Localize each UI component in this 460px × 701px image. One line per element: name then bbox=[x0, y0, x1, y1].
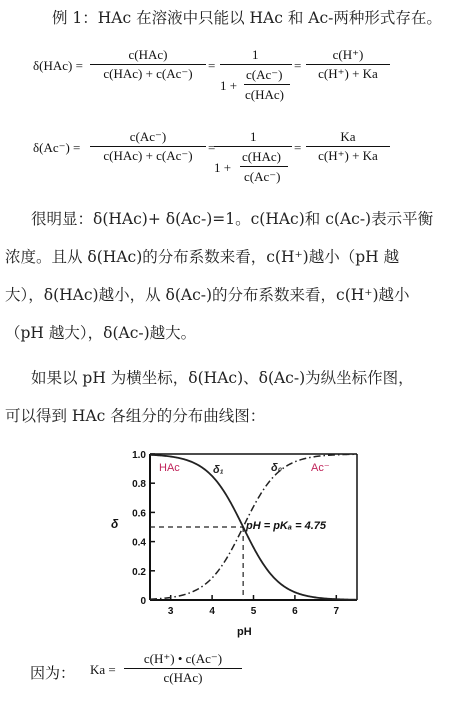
eq1-f1-denominator: c(HAc) + c(Ac⁻) bbox=[103, 66, 193, 81]
eq1-f2-inner-denominator: c(HAc) bbox=[245, 87, 284, 102]
series-ac-curve-label: δ₀ bbox=[271, 462, 283, 474]
eq2-f2-inner-denominator: c(Ac⁻) bbox=[244, 169, 281, 184]
intro-text: 例 1：HAc 在溶液中只能以 HAc 和 Ac-两种形式存在。 bbox=[52, 9, 442, 27]
eq2-equals-b: = bbox=[294, 140, 302, 155]
final-prefix: 因为： bbox=[30, 664, 76, 682]
eq2-fraction-1 bbox=[90, 129, 206, 164]
eq2-f1-numerator: c(Ac⁻) bbox=[129, 129, 167, 144]
x-tick-label: 5 bbox=[250, 606, 257, 617]
y-tick-label: 0.2 bbox=[132, 566, 146, 578]
eq1-f1-numerator: c(HAc) bbox=[128, 47, 168, 62]
final-fraction bbox=[124, 651, 242, 686]
y-tick-label: 0.4 bbox=[132, 537, 146, 549]
eq2-f2-numerator: 1 bbox=[250, 129, 257, 144]
y-tick-label: 0.8 bbox=[132, 479, 146, 491]
series-hac-curve-label: δ₁ bbox=[213, 464, 224, 476]
eq1-f2-numerator: 1 bbox=[252, 47, 259, 62]
pka-annotation: pH = pKₐ = 4.75 bbox=[246, 520, 327, 532]
para2-line-1: 如果以 pH 为横坐标，δ(HAc)、δ(Ac-)为纵坐标作图， bbox=[31, 369, 414, 387]
distribution-chart bbox=[105, 440, 365, 640]
final-lhs: Ka = bbox=[90, 662, 116, 677]
y-tick-label: 1.0 bbox=[132, 450, 146, 461]
eq1-f3-numerator: c(H⁺) bbox=[332, 47, 364, 62]
para1-line-1: 很明显：δ(HAc)+ δ(Ac-)=1。c(HAc)和 c(Ac-)表示平衡 bbox=[31, 210, 434, 228]
y-tick-label: 0.6 bbox=[132, 508, 146, 520]
para1-line-2: 浓度。且从 δ(HAc)的分布系数来看，c(H⁺)越小（pH 越 bbox=[5, 248, 400, 266]
y-tick-label: 0 bbox=[140, 596, 146, 607]
eq2-f3-denominator: c(H⁺) + Ka bbox=[318, 148, 378, 163]
eq2-f2-denominator-lead: 1 + bbox=[214, 160, 232, 175]
eq1-f2-inner-numerator: c(Ac⁻) bbox=[246, 67, 283, 82]
x-axis-label: pH bbox=[237, 626, 252, 638]
eq2-f1-denominator: c(HAc) + c(Ac⁻) bbox=[103, 148, 193, 163]
eq1-fraction-1 bbox=[90, 47, 206, 82]
para1-line-4: （pH 越大），δ(Ac-)越大。 bbox=[5, 324, 197, 342]
eq2-f2-inner-numerator: c(HAc) bbox=[242, 149, 281, 164]
final-numerator: c(H⁺) • c(Ac⁻) bbox=[143, 651, 223, 666]
eq1-f2-denominator-lead: 1 + bbox=[220, 78, 238, 93]
y-axis-label: δ bbox=[111, 517, 119, 531]
eq2-lhs: δ(Ac⁻) = bbox=[33, 140, 81, 155]
eq1-fraction-3 bbox=[306, 47, 390, 82]
eq2-fraction-3 bbox=[306, 129, 390, 164]
para1-line-3: 大），δ(HAc)越小，从 δ(Ac-)的分布系数来看，c(H⁺)越小 bbox=[5, 286, 410, 304]
eq1-f3-denominator: c(H⁺) + Ka bbox=[318, 66, 378, 81]
eq1-lhs: δ(HAc) = bbox=[33, 58, 83, 73]
final-denominator: c(HAc) bbox=[163, 670, 203, 685]
series-hac-name: HAc bbox=[159, 462, 180, 474]
x-tick-label: 3 bbox=[167, 606, 174, 617]
para2-line-2: 可以得到 HAc 各组分的分布曲线图： bbox=[5, 407, 266, 425]
x-tick-label: 7 bbox=[333, 606, 340, 617]
eq1-equals-b: = bbox=[294, 58, 302, 73]
x-tick-label: 6 bbox=[292, 606, 298, 617]
x-tick-label: 4 bbox=[209, 606, 215, 617]
eq2-f3-numerator: Ka bbox=[340, 129, 356, 144]
eq2-equals-a: = bbox=[208, 140, 216, 155]
series-ac-name: Ac⁻ bbox=[311, 462, 330, 474]
eq1-equals-a: = bbox=[208, 58, 216, 73]
